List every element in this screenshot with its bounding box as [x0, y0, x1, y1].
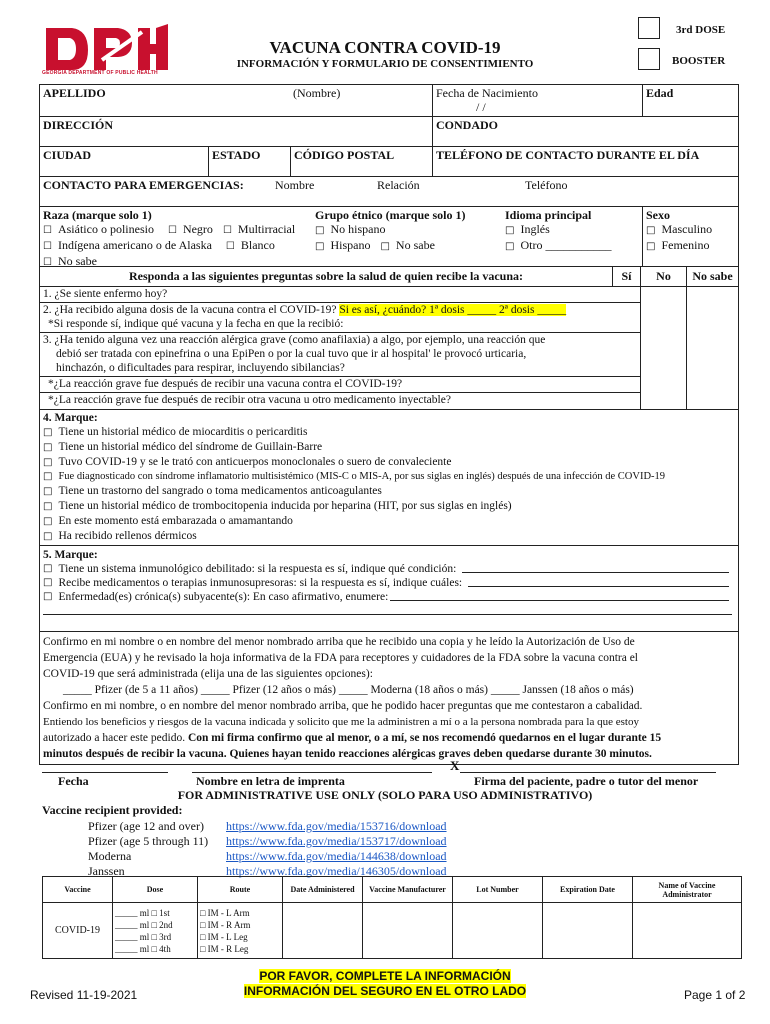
checkbox-icon[interactable]: ☐: [43, 241, 52, 252]
q5-opt: Recibe medicamentos o terapias inmunosupresoras: si la respuesta es sí, indique cuáles:: [58, 577, 463, 589]
checkbox-icon[interactable]: ☐: [222, 225, 232, 236]
questions-1-3: [40, 287, 738, 410]
footer-notice: [240, 969, 530, 999]
q4-opt: Ha recibido rellenos dérmicos: [58, 530, 197, 542]
dose-option[interactable]: _____ ml □ 2nd: [115, 919, 173, 930]
signature-x: X: [450, 758, 460, 773]
fecha-nac-field[interactable]: [432, 85, 642, 116]
checkbox-icon[interactable]: ☐: [43, 225, 52, 236]
form-subtitle: INFORMACIÓN Y FORMULARIO DE CONSENTIMIENTO: [236, 58, 534, 70]
col-vaccine: Vaccine: [43, 877, 113, 903]
admin-provided: Vaccine recipient provided:: [42, 803, 183, 817]
fecha-nac-label: Fecha de Nacimiento: [436, 86, 538, 100]
raza-opt: Multirracial: [237, 222, 296, 236]
answer-no-column[interactable]: [640, 287, 686, 409]
firma-label: Firma del paciente, padre o tutor del menor: [474, 774, 699, 788]
telefono-field[interactable]: TELÉFONO DE CONTACTO DURANTE EL DÍA: [432, 147, 738, 176]
etnico-group: [312, 207, 502, 266]
checkbox-icon[interactable]: □: [315, 225, 325, 236]
consent-bold: minutos después de recibir la vacuna. Quienes hayan tenido reacciones alérgicas graves deben quedarse durante 30 minutos.: [43, 748, 652, 760]
q5-answer-line[interactable]: [390, 590, 729, 601]
notice-line1: POR FAVOR, COMPLETE LA INFORMACIÓN: [259, 969, 511, 983]
raza-opt: Negro: [182, 222, 213, 236]
consent-line: COVID-19 que será administrada (elija una de las siguientes opciones):: [43, 668, 373, 680]
ciudad-field[interactable]: CIUDAD: [43, 148, 91, 162]
sexo-opt: Femenino: [661, 238, 710, 252]
q1: 1. ¿Se siente enfermo hoy?: [40, 287, 640, 303]
q4-opt: Tiene un historial médico de miocarditis o pericarditis: [58, 426, 308, 438]
apellido-field[interactable]: APELLIDO: [43, 86, 106, 100]
col-si: Sí: [612, 267, 640, 286]
q2-sub: *Si responde sí, indique qué vacuna y la fecha en que la recibió:: [48, 318, 344, 330]
etnico-opt: No hispano: [330, 222, 386, 236]
raza-opt: Blanco: [240, 238, 275, 252]
lot-cell[interactable]: [453, 903, 543, 959]
q3-sub2: *¿La reacción grave fue después de recibir otra vacuna u otro medicamento inyectable?: [48, 394, 451, 406]
revised-date: Revised 11-19-2021: [30, 988, 138, 1002]
nombre-field[interactable]: (Nombre): [293, 86, 341, 100]
col-administrator: Name of Vaccine Administrator: [633, 877, 742, 903]
checkbox-icon[interactable]: □: [315, 241, 325, 252]
notice-line2: INFORMACIÓN DEL SEGURO EN EL OTRO LADO: [243, 984, 527, 998]
vaccine-name: Pfizer (age 5 through 11): [88, 834, 209, 848]
q5-label: 5. Marque:: [43, 549, 98, 561]
booster-label: BOOSTER: [672, 55, 726, 67]
fda-link[interactable]: https://www.fda.gov/media/153716/download: [226, 819, 447, 833]
idioma-group: [502, 207, 642, 266]
q3-line3: hinchazón, o dificultades para respirar, incluyendo sibilancias?: [56, 362, 345, 374]
q5-answer-line[interactable]: [468, 576, 729, 587]
fecha-line[interactable]: [42, 772, 168, 773]
q4-opt: Tiene un historial médico de trombocitopenia inducida por heparina (HIT, por sus siglas en inglés): [58, 500, 512, 512]
date-cell[interactable]: [283, 903, 363, 959]
logo-subtitle: GEORGIA DEPARTMENT OF PUBLIC HEALTH: [42, 70, 158, 76]
consent-bold: Con mi firma confirmo que al menor, o a mí, se nos recomendó quedarnos en el lugar durante 15: [185, 732, 662, 744]
estado-field[interactable]: ESTADO: [208, 147, 290, 176]
q3-line1: 3. ¿Ha tenido alguna vez una reacción alérgica grave (como anafilaxia) a algo, por ejemplo, una reacción que: [43, 334, 546, 346]
fecha-nac-separators: / /: [476, 100, 486, 114]
route-option[interactable]: □ IM - R Leg: [200, 943, 249, 954]
etnico-opt: No sabe: [395, 238, 435, 252]
emergencia-relacion[interactable]: Relación: [377, 178, 420, 192]
dose3-label: 3rd DOSE: [676, 24, 726, 36]
col-lot: Lot Number: [453, 877, 543, 903]
q4-opt: Tiene un trastorno del sangrado o toma medicamentos anticoagulantes: [58, 485, 382, 497]
col-expiration: Expiration Date: [543, 877, 633, 903]
raza-opt: No sabe: [57, 254, 97, 266]
checkbox-icon[interactable]: ☐: [167, 225, 177, 236]
q4-opt: Fue diagnosticado con síndrome inflamatorio multisistémico (MIS-C o MIS-A, por sus siglas en inglés) después de una infección de COVID-19: [58, 471, 666, 482]
q4-opt: Tiene un historial médico del síndrome de Guillain-Barre: [58, 441, 323, 453]
checkbox-icon[interactable]: □: [43, 563, 53, 574]
checkbox-icon[interactable]: ☐: [43, 257, 52, 266]
col-manufacturer: Vaccine Manufacturer: [363, 877, 453, 903]
col-date: Date Administered: [283, 877, 363, 903]
raza-group: [40, 207, 312, 266]
checkbox-icon[interactable]: □: [505, 241, 515, 252]
idioma-label: Idioma principal: [505, 208, 592, 222]
expiration-cell[interactable]: [543, 903, 633, 959]
checkbox-icon[interactable]: ☐: [225, 241, 235, 252]
admin-title: FOR ADMINISTRATIVE USE ONLY (SOLO PARA USO ADMINISTRATIVO): [177, 788, 593, 802]
dose-option[interactable]: _____ ml □ 1st: [115, 907, 170, 918]
consent-line: Entiendo los beneficios y riesgos de la vacuna indicada y solicito que me la administren a mí o a la persona nombrada para la que estoy: [43, 716, 639, 728]
dose3-checkbox[interactable]: [638, 17, 660, 39]
fda-link[interactable]: https://www.fda.gov/media/153717/download: [226, 834, 447, 848]
checkbox-icon[interactable]: □: [43, 591, 53, 602]
fda-links: [88, 819, 447, 879]
q3: [40, 333, 640, 377]
codigo-postal-field[interactable]: CÓDIGO POSTAL: [290, 147, 432, 176]
checkbox-icon[interactable]: □: [505, 225, 515, 236]
sexo-group: [642, 207, 738, 266]
checkbox-icon[interactable]: □: [43, 471, 53, 482]
raza-opt: Indígena americano o de Alaska: [57, 238, 212, 252]
q2: [40, 303, 640, 333]
checkbox-icon[interactable]: □: [43, 457, 53, 468]
checkbox-icon[interactable]: □: [646, 225, 656, 236]
col-dose: Dose: [113, 877, 198, 903]
q4-opt: Tuvo COVID-19 y se le trató con anticuerpos monoclonales o suero de convaleciente: [58, 456, 452, 468]
checkbox-icon[interactable]: □: [43, 577, 53, 588]
vaccine-cell: COVID-19: [43, 903, 113, 959]
vaccine-options[interactable]: _____ Pfizer (de 5 a 11 años) _____ Pfizer (12 años o más) _____ Moderna (18 años o más) _____ Janssen (18 años o más): [63, 684, 634, 696]
etnico-opt: Hispano: [330, 238, 371, 252]
q2-text: 2. ¿Ha recibido alguna dosis de la vacuna contra el COVID-19?: [43, 304, 337, 316]
checkbox-icon[interactable]: □: [43, 501, 53, 512]
raza-opt: Asiático o polinesio: [57, 222, 154, 236]
imprenta-line[interactable]: [192, 772, 432, 773]
checkbox-icon[interactable]: □: [43, 531, 53, 542]
route-option[interactable]: □ IM - L Leg: [200, 931, 248, 942]
page-number: Page 1 of 2: [684, 988, 746, 1002]
idioma-opt: Otro ___________: [520, 238, 612, 252]
question-5: [40, 546, 738, 632]
emergencia-label: CONTACTO PARA EMERGENCIAS:: [43, 178, 244, 192]
idioma-opt: Inglés: [520, 222, 550, 236]
booster-checkbox[interactable]: [638, 48, 660, 70]
question-4: [40, 410, 738, 546]
fda-link[interactable]: https://www.fda.gov/media/146305/download: [226, 864, 447, 878]
col-nosabe: No sabe: [686, 267, 738, 286]
checkbox-icon[interactable]: □: [43, 516, 53, 527]
firma-line[interactable]: [460, 772, 716, 773]
etnico-label: Grupo étnico (marque solo 1): [315, 208, 466, 222]
dose-option[interactable]: _____ ml □ 4th: [115, 943, 171, 954]
q5-opt: Tiene un sistema inmunológico debilitado: si la respuesta es sí, indique qué condición:: [58, 563, 457, 575]
q5-opt: Enfermedad(es) crónica(s) subyacente(s): En caso afirmativo, enumere:: [58, 591, 389, 603]
checkbox-icon[interactable]: □: [380, 241, 390, 252]
direccion-field[interactable]: DIRECCIÓN: [43, 118, 114, 132]
preguntas-header: Responda a las siguientes preguntas sobre la salud de quien recibe la vacuna:: [128, 269, 524, 283]
checkbox-icon[interactable]: □: [43, 442, 53, 453]
manufacturer-cell[interactable]: [363, 903, 453, 959]
dose-option[interactable]: _____ ml □ 3rd: [115, 931, 172, 942]
administrator-cell[interactable]: [633, 903, 742, 959]
consent-line: Confirmo en mi nombre o en nombre del menor nombrado arriba que he recibido una copia y he leído la Autorización de Uso de: [43, 636, 635, 648]
col-route: Route: [198, 877, 283, 903]
form-title: VACUNA CONTRA COVID-19: [269, 38, 501, 57]
emergencia-telefono[interactable]: Teléfono: [525, 178, 568, 192]
vaccine-name: Pfizer (age 12 and over): [88, 819, 204, 833]
q2-highlight: Si es así, ¿cuándo? 1ª dosis _____ 2ª dosis _____: [339, 304, 567, 316]
vaccine-name: Janssen: [88, 864, 125, 878]
checkbox-icon[interactable]: □: [43, 427, 53, 438]
q4-opt: En este momento está embarazada o amamantando: [58, 515, 293, 527]
admin-table: [42, 876, 742, 959]
consent-line: autorizado a hacer este pedido.: [43, 732, 186, 744]
fda-link[interactable]: https://www.fda.gov/media/144638/download: [226, 849, 447, 863]
imprenta-label: Nombre en letra de imprenta: [196, 774, 345, 788]
consent-block: [40, 632, 738, 765]
checkbox-icon[interactable]: □: [646, 241, 656, 252]
raza-label: Raza (marque solo 1): [43, 208, 152, 222]
col-no: No: [640, 267, 686, 286]
edad-field[interactable]: Edad: [642, 85, 738, 116]
patient-form: [39, 84, 739, 765]
sexo-opt: Masculino: [661, 222, 713, 236]
fecha-label: Fecha: [58, 774, 89, 788]
q5-answer-line[interactable]: [462, 562, 729, 573]
answer-nosabe-column[interactable]: [686, 287, 738, 409]
q5-extra-line[interactable]: [43, 614, 732, 615]
sexo-label: Sexo: [646, 208, 670, 222]
condado-field[interactable]: CONDADO: [432, 117, 738, 146]
q3-line2: debió ser tratada con epinefrina o una EpiPen o por la cual tuvo que ir al hospital' le provocó urticaria,: [56, 348, 527, 360]
dose-cell[interactable]: [113, 903, 198, 959]
checkbox-icon[interactable]: □: [43, 486, 53, 497]
emergencia-nombre[interactable]: Nombre: [275, 178, 315, 192]
route-option[interactable]: □ IM - R Arm: [200, 919, 251, 930]
route-cell[interactable]: [198, 903, 283, 959]
vaccine-name: Moderna: [88, 849, 132, 863]
consent-line: Confirmo en mi nombre, o en nombre del menor nombrado arriba, que he podido hacer preguntas que me contestaron a cabalidad.: [43, 700, 643, 712]
consent-line: Emergencia (EUA) y he revisado la hoja informativa de la FDA para receptores y cuidadores de la FDA sobre la vacuna contra el: [43, 652, 639, 664]
q4-label: 4. Marque:: [43, 412, 98, 424]
route-option[interactable]: □ IM - L Arm: [200, 907, 250, 918]
q3-sub1: *¿La reacción grave fue después de recibir una vacuna contra el COVID-19?: [40, 377, 640, 393]
